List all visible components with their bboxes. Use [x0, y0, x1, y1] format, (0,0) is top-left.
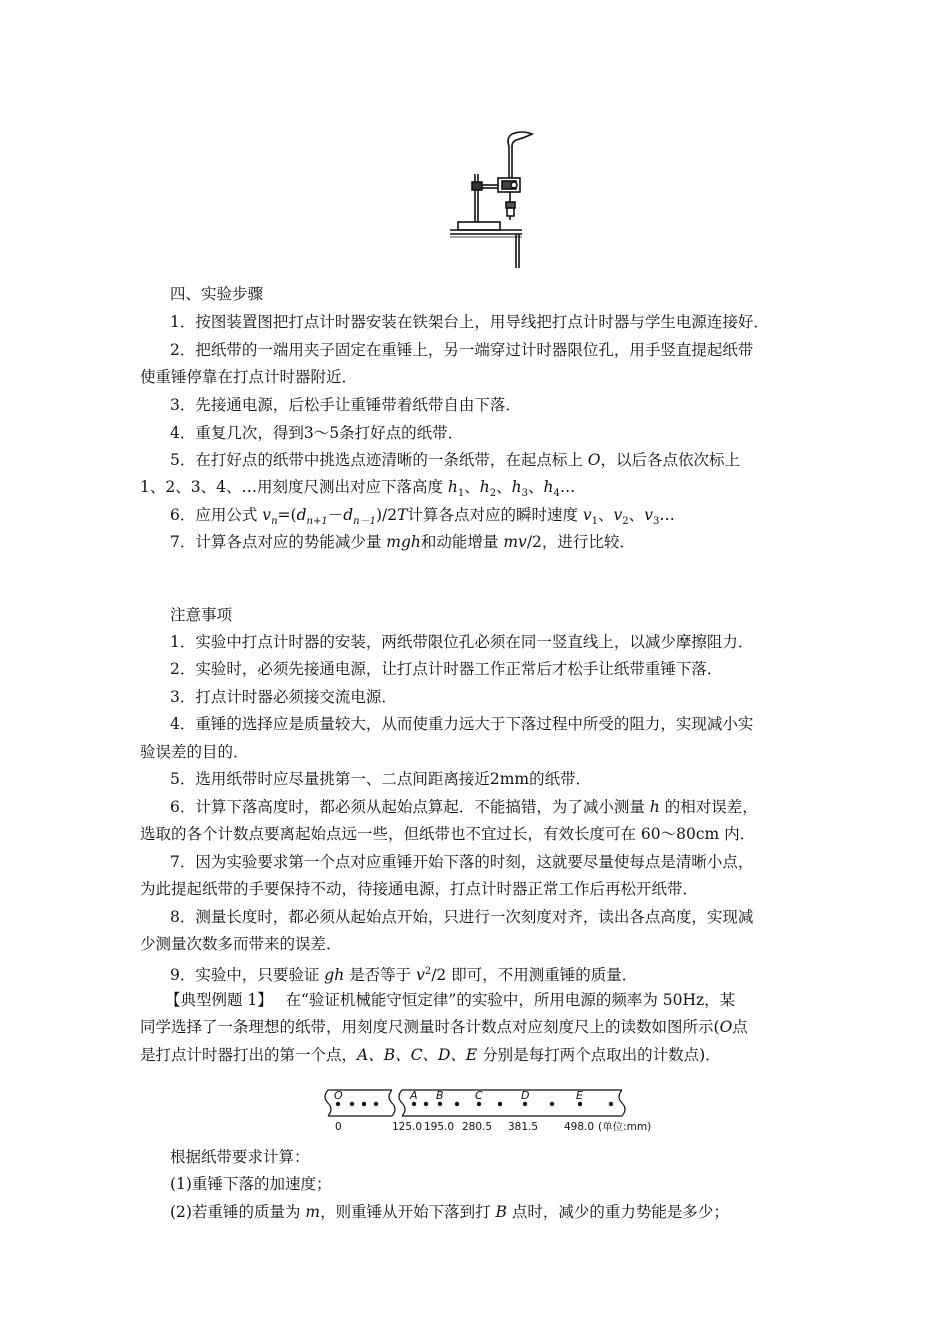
note-4-line-2: 验误差的目的．: [140, 743, 249, 761]
tape-label-D: D: [521, 1089, 530, 1102]
tape-reading-D: 381.5: [508, 1121, 539, 1133]
tape-label-O: O: [334, 1089, 343, 1102]
question-2: (2)若重锤的质量为 m，则重锤从开始下落到打 B 点时，减少的重力势能是多少；: [170, 1203, 729, 1221]
question-1: (1)重锤下落的加速度；: [170, 1175, 332, 1193]
step-5-line-1: 5．在打好点的纸带中挑选点迹清晰的一条纸带，在起点标上 O，以后各点依次标上: [170, 451, 741, 469]
tape-label-C: C: [475, 1089, 483, 1102]
note-6-line-2: 选取的各个计数点要离起始点远一些，但纸带也不宜过长，有效长度可在 60～80cm 内．: [140, 825, 756, 843]
note-3: 3．打点计时器必须接交流电源．: [170, 688, 397, 706]
notes-heading: 注意事项: [170, 606, 233, 624]
step-7: 7．计算各点对应的势能减少量 mgh和动能增量 mv/2，进行比较．: [170, 533, 635, 551]
question-intro: 根据纸带要求计算：: [170, 1148, 310, 1166]
tape-reading-E: 498.0: [564, 1121, 595, 1133]
apparatus-figure: [440, 128, 550, 270]
step-1: 1．按图装置图把打点计时器安装在铁架台上，用导线把打点计时器与学生电源连接好．: [170, 313, 769, 331]
tape-label-A: A: [410, 1089, 418, 1102]
note-5: 5．选用纸带时应尽量挑第一、二点间距离接近2mm的纸带．: [170, 770, 592, 788]
step-2-line-2: 使重锤停靠在打点计时器附近．: [140, 368, 358, 386]
step-6: 6．应用公式 $v_n=(d_{n+1}-d_{n-1})/2T$计算各点对应的瞬时速度 $v_1$、$v_2$、$v_3\dots$: [170, 506, 675, 528]
tape-label-B: B: [436, 1089, 444, 1102]
tape-label-E: E: [576, 1089, 583, 1102]
example-tag: 【典型例题 1】: [165, 991, 266, 1009]
step-2-line-1: 2．把纸带的一端用夹子固定在重锤上，另一端穿过计时器限位孔，用手竖直提起纸带: [170, 341, 754, 359]
note-7-line-2: 为此提起纸带的手要保持不动，待接通电源，打点计时器正常工作后再松开纸带．: [140, 880, 699, 898]
tape-reading-B: 195.0: [424, 1121, 455, 1133]
example-line-3: 是打点计时器打出的第一个点，A、B、C、D、E 分别是每打两个点取出的计数点)．: [140, 1046, 721, 1064]
note-7-line-1: 7．因为实验要求第一个点对应重锤开始下落的时刻，这就要尽量使每点是清晰小点，: [170, 853, 754, 871]
note-4-line-1: 4．重锤的选择应是质量较大，从而使重力远大于下落过程中所受的阻力，实现减小实: [170, 715, 754, 733]
tape-reading-O: 0: [335, 1121, 342, 1133]
note-9: 9．实验中，只要验证 gh 是否等于 $v^2/2$ 即可，不用测重锤的质量．: [170, 966, 638, 985]
section-heading: 四、实验步骤: [170, 285, 264, 303]
tape-reading-C: 280.5: [462, 1121, 493, 1133]
paper-tape-figure: [322, 1086, 662, 1138]
tape-reading-A: 125.0: [392, 1121, 423, 1133]
note-6-line-1: 6．计算下落高度时，都必须从起始点算起．不能搞错，为了减小测量 h 的相对误差，: [170, 798, 758, 816]
note-2: 2．实验时，必须先接通电源，让打点计时器工作正常后才松手让纸带重锤下落．: [170, 660, 723, 678]
tape-unit: (单位:mm): [598, 1121, 652, 1133]
step-3: 3．先接通电源，后松手让重锤带着纸带自由下落．: [170, 396, 521, 414]
note-1: 1．实验中打点计时器的安装，两纸带限位孔必须在同一竖直线上，以减少摩擦阻力．: [170, 633, 754, 651]
step-5-line-2: 1、2、3、4、…用刻度尺测出对应下落高度 $h_1$、$h_2$、$h_3$、$h_4\dots$: [140, 478, 576, 500]
note-8-line-2: 少测量次数多而带来的误差．: [140, 935, 342, 953]
example-line-1: 【典型例题 1】 在“验证机械能守恒定律”的实验中，所用电源的频率为 50Hz，某: [165, 991, 736, 1009]
example-line-2: 同学选择了一条理想的纸带，用刻度尺测量时各计数点对应刻度尺上的读数如图所示(O点: [140, 1018, 748, 1036]
step-4: 4．重复几次，得到3～5条打好点的纸带．: [170, 424, 464, 442]
note-8-line-1: 8．测量长度时，都必须从起始点开始，只进行一次刻度对齐，读出各点高度，实现减: [170, 908, 754, 926]
